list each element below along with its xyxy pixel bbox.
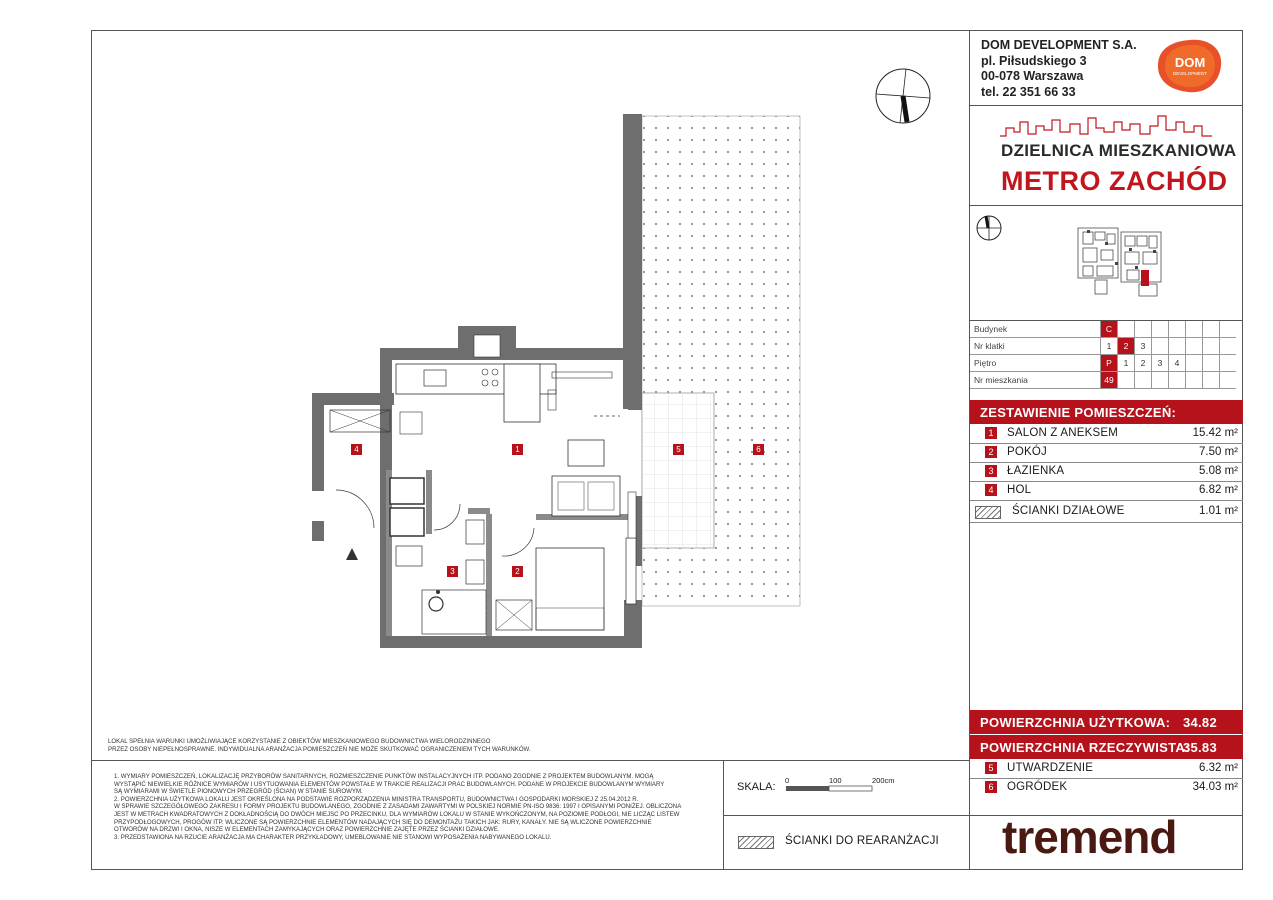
compass-small-icon — [974, 213, 1004, 243]
dom-development-logo — [1155, 38, 1225, 94]
project-name-line1: DZIELNICA MIESZKANIOWA — [1001, 141, 1237, 160]
outdoor-row — [970, 778, 1243, 797]
room-marker-6: 6 — [753, 444, 764, 455]
walls-row — [970, 502, 1243, 523]
compass-icon — [873, 66, 933, 126]
info-row-building — [970, 321, 1236, 338]
room-marker-3: 3 — [447, 566, 458, 577]
info-value: 1 — [1101, 338, 1118, 355]
room-row — [970, 481, 1243, 501]
room-area: 34.03 m² — [1192, 781, 1238, 793]
room-row — [970, 424, 1243, 444]
info-value: 1 — [1118, 355, 1135, 372]
room-row — [970, 443, 1243, 463]
info-label: Nr mieszkania — [970, 372, 1101, 389]
info-label: Budynek — [970, 321, 1101, 338]
room-row — [970, 462, 1243, 482]
usable-area-bar — [970, 710, 1243, 734]
room-area: 15.42 m² — [1192, 427, 1238, 439]
scale-bar — [786, 785, 876, 793]
room-number: 6 — [985, 781, 997, 793]
room-number: 5 — [985, 762, 997, 774]
developer-phone: tel. 22 351 66 33 — [981, 84, 1076, 99]
footnotes: 1. WYMIARY POMIESZCZEŃ, LOKALIZACJĘ PRZYBORÓW SANITARNYCH, ROZMIESZCZENIE PUNKTÓW INSTALACYJNYCH ITP. PODANO ZGODNIE Z PROJEKTEM BUDOWLANYM. MOGĄ WYSTĄPIĆ NIEWIELKIE RÓŻNICE WYMIARÓW I USYTUOWANIA ELEMENTÓW POWSTAŁE W TRAKCIE REALIZACJI PRAC BUDOWLANYCH. PODANE W PROJEKCIE BUDOWLANYM WYMIARY SĄ WYMIARAMI W ŚWIETLE PIONOWYCH PRZEGRÓD (ŚCIAN) W STANIE SUROWYM. 2. POWIERZCHNIA UŻYTKOWA LOKALU JEST OKREŚLONA NA PODSTAWIE ROZPORZĄDZENIA MINISTRA TRANSPORTU, BUDOWNICTWA I GOSPODARKI MORSKIEJ Z 25.04.2012 R. W SPRAWIE SZCZEGÓŁOWEGO ZAKRESU I FORMY PROJEKTU BUDOWLANEGO, ZGODNIE Z ZASADAMI ZAWARTYMI W POLSKIEJ NORMIE PN-ISO 9836: 1997 I OPISANYMI PONIŻEJ. OBLICZONA JEST W METRACH KWADRATOWYCH Z DOKŁADNOŚCIĄ DO DWÓCH MIEJSC PO PRZECINKU, DLA WYMIARÓW LOKALU W STANIE WYKOŃCZONYM, NA POZIOMIE PODŁOGI, NIE LICZĄC LISTEW PRZYPODŁOGOWYCH, PROGÓW ITP. WLICZONE SĄ POWIERZCHNIE ELEMENTÓW NADAJĄCYCH SIĘ DO DEMONTAŻU TAKICH JAK: RURY, KANAŁY. NIE SĄ WLICZONE POWIERZCHNIE OTWORÓW NA DRZWI I OKNA, NISZE W ELEMENTACH ZAMYKAJĄCYCH ORAZ POWIERZCHNIE ZAJĘTE PRZEZ ŚCIANKI DZIAŁOWE. 3. PRZEDSTAWIONA NA RZUCIE ARANŻACJA MA CHARAKTER PRZYKŁADOWY, UMEBLOWANIE NIE STANOWI WYPOSAŻENIA NABYWANEGO LOKALU. — [114, 773, 682, 841]
scale-tick-0: 0 — [785, 776, 790, 785]
real-area-bar — [970, 735, 1243, 759]
walls-name: ŚCIANKI DZIAŁOWE — [1012, 505, 1125, 517]
walls-area: 1.01 m² — [1199, 505, 1238, 517]
room-number: 1 — [985, 427, 997, 439]
project-name-line2: METRO ZACHÓD — [1001, 166, 1228, 196]
rooms-header: ZESTAWIENIE POMIESZCZEŃ: — [970, 400, 1243, 424]
apartment-info-table — [970, 321, 1236, 389]
info-value: 4 — [1169, 355, 1186, 372]
room-area: 7.50 m² — [1199, 446, 1238, 458]
room-number: 2 — [985, 446, 997, 458]
info-label: Piętro — [970, 355, 1101, 372]
room-name: SALON Z ANEKSEM — [1007, 427, 1119, 439]
developer-name: DOM DEVELOPMENT S.A. — [981, 38, 1137, 52]
svg-text:DEVELOPMENT: DEVELOPMENT — [1172, 71, 1208, 76]
svg-text:DOM: DOM — [1174, 55, 1206, 70]
room-name: UTWARDZENIE — [1007, 762, 1094, 774]
room-area: 6.82 m² — [1199, 484, 1238, 496]
room-area: 5.08 m² — [1199, 465, 1238, 477]
room-name: OGRÓDEK — [1007, 781, 1068, 793]
room-area: 6.32 m² — [1199, 762, 1238, 774]
divider — [969, 105, 1243, 106]
floor-plan — [290, 110, 830, 650]
scale-label: SKALA: — [737, 781, 776, 793]
real-value: 35.83 — [1182, 740, 1217, 755]
tremend-logo: tremend — [1002, 811, 1177, 863]
room-number: 3 — [985, 465, 997, 477]
info-value-selected: 2 — [1118, 338, 1135, 355]
info-value: 3 — [1135, 338, 1152, 355]
room-marker-1: 1 — [512, 444, 523, 455]
divider — [969, 205, 1243, 206]
info-value: 3 — [1152, 355, 1169, 372]
room-marker-2: 2 — [512, 566, 523, 577]
outdoor-row — [970, 759, 1243, 779]
info-value: 2 — [1135, 355, 1152, 372]
info-label: Nr klatki — [970, 338, 1101, 355]
info-row-floor — [970, 355, 1236, 372]
divider — [723, 815, 969, 816]
info-value-selected: 49 — [1101, 372, 1118, 389]
scale-tick-200: 200cm — [872, 776, 895, 785]
hatch-swatch — [975, 506, 1001, 519]
info-value-selected: C — [1101, 321, 1118, 338]
developer-address: pl. Piłsudskiego 3 — [981, 53, 1087, 68]
room-name: POKÓJ — [1007, 446, 1047, 458]
building-key-plan — [1075, 222, 1175, 300]
real-label: POWIERZCHNIA RZECZYWISTA: — [980, 740, 1190, 755]
info-row-apartment — [970, 372, 1236, 389]
room-marker-5: 5 — [673, 444, 684, 455]
skyline-graphic — [1000, 112, 1212, 138]
rearrange-hatch-swatch — [738, 836, 774, 849]
room-name: ŁAZIENKA — [1007, 465, 1065, 477]
accessibility-note: LOKAL SPEŁNIA WARUNKI UMOŻLIWIAJĄCE KORZYSTANIE Z OBIEKTÓW MIESZKANIOWEGO BUDOWNICTWA WIELORODZINNEGO PRZEZ OSOBY NIEPEŁNOSPRAWNE. INDYWIDUALNA ARANŻACJA POMIESZCZEŃ NIE MOŻE SKUTKOWAĆ OGRANICZENIEM TYCH WARUNKÓW. — [108, 738, 531, 753]
developer-city: 00-078 Warszawa — [981, 69, 1084, 83]
info-value-selected: P — [1101, 355, 1118, 372]
room-name: HOL — [1007, 484, 1032, 496]
usable-label: POWIERZCHNIA UŻYTKOWA: — [980, 715, 1171, 730]
developer-info — [981, 38, 1137, 100]
divider — [91, 760, 969, 761]
usable-value: 34.82 — [1182, 715, 1217, 730]
info-row-stair — [970, 338, 1236, 355]
room-number: 4 — [985, 484, 997, 496]
rearrange-label: ŚCIANKI DO REARANŻACJI — [785, 835, 939, 847]
room-marker-4: 4 — [351, 444, 362, 455]
scale-tick-100: 100 — [829, 776, 842, 785]
